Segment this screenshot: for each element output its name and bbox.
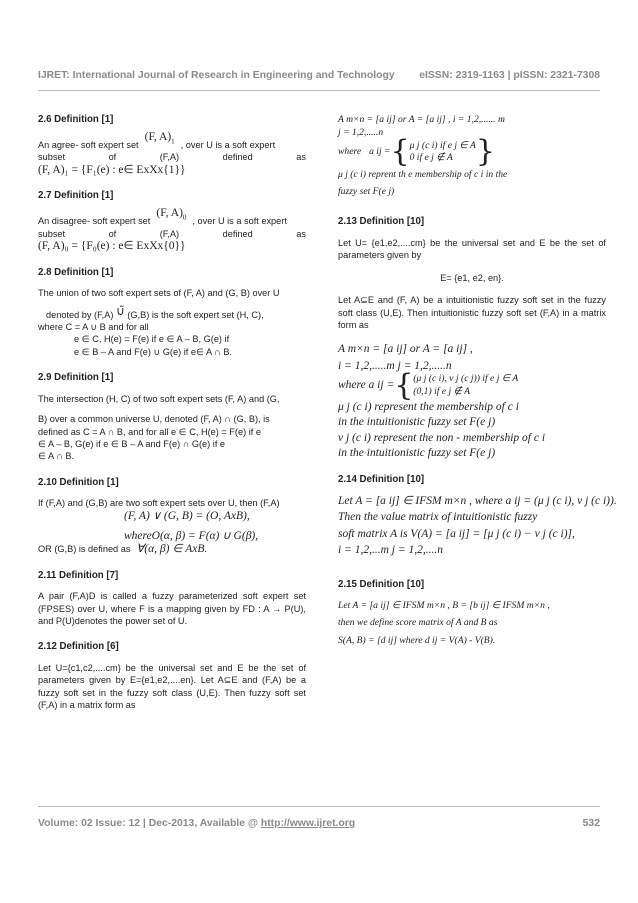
paragraph-line: B) over a common universe U, denoted (F, A) ∩ (G, B), is (38, 414, 270, 425)
equation: μ j (c i) reprent th e membership of c i in the (338, 169, 508, 181)
case-line: μ j (c i) if e j ∈ A (409, 139, 476, 151)
equation: i = 1,2,.....m j = 1,2,.....n (338, 360, 452, 372)
left-brace: { (394, 367, 414, 403)
paragraph: An agree- soft expert set (F, $A)_1$ , over U is a soft expert (38, 130, 276, 150)
union-tilde-symbol: ∪̃ (115, 303, 125, 318)
piecewise-equation: where a ij = { (μ j (c i), ν j (c j)) if e j ∈ A (0,1) if e j ∉ A (338, 367, 519, 403)
header-rule (38, 90, 600, 91)
paragraph-line: subset of (F,A) defined as (38, 228, 306, 239)
section-title: 2.12 Definition [6] (38, 641, 119, 653)
paragraph-line: where C = A ∪ B and for all (38, 322, 149, 332)
section-title: 2.11 Definition [7] (38, 569, 119, 581)
section-title: 2.15 Definition [10] (338, 578, 425, 590)
footer-volume: Volume: 02 Issue: 12 | Dec-2013, Available @ http://www.ijret.org (38, 818, 356, 829)
equation: (F, A) ∨ (G, B) = (O, AxB), (124, 509, 250, 522)
paragraph: A pair (F,A)D is called a fuzzy parameterized soft expert set (FPSES) over U, where F is a mapping given by FD : A → P(U), and P(U)denotes the power set of U. (38, 591, 306, 627)
running-footer (38, 818, 600, 829)
section-2-12 (38, 641, 306, 711)
equation: fuzzy set F(e j) (338, 185, 395, 197)
equation: whereO(α, β) = F(α) ∪ G(β), (124, 530, 259, 543)
paragraph-line: denoted by (F,A) ∪̃ (G,B) is the soft expert set (H, C), (46, 303, 264, 320)
equation: μ j (c i) represent the membership of c i (338, 400, 519, 413)
journal-link[interactable]: http://www.ijret.org (260, 818, 356, 829)
paragraph-line: e ∈ B – A and F(e) ∪ G(e) if e∈ A ∩ B. (74, 346, 233, 357)
paragraph-line: If (F,A) and (G,B) are two soft expert sets over U, then (F,A) (38, 498, 280, 509)
paragraph-line: ∈ A – B, G(e) if e ∈ B – A and F(e) ∩ G(e) if e (38, 439, 226, 450)
paragraph-line: The union of two soft expert sets of (F, A) and (G, B) over U (38, 288, 280, 299)
equation: (F, A)₁ = {F₁(e) : e∈ ExXx{1}} (38, 163, 186, 176)
paragraph-line: E= {e1, e2, en}. (440, 272, 504, 283)
section-title: 2.9 Definition [1] (38, 372, 114, 384)
paragraph: Let U={c1,c2,....cm} be the universal set and E be the set of parameters given by E={e1,e2,....en}. Let A⊆E and (F,A) be a fuzzy soft set in the fuzzy soft class (U,E). Then fuzzy soft set (F,A) in a matrix form as (38, 663, 306, 711)
paragraph-line: subset of (F,A) defined as (38, 152, 306, 163)
section-title: 2.13 Definition [10] (338, 216, 425, 228)
equation: A m×n = [a ij] or A = [a ij] , (338, 343, 473, 356)
equation: then we define score matrix of A and B as (338, 617, 498, 629)
equation: Let A = [a ij] ∈ IFSM m×n , B = [b ij] ∈ IFSM m×n , (338, 599, 550, 611)
section-title: 2.8 Definition [1] (38, 266, 114, 278)
footer-rule (38, 806, 600, 807)
piecewise-equation: where a ij = { μ j (c i) if e j ∈ A 0 if e j ∉ A } (338, 134, 495, 170)
equation: (F, A)₀ = {F₀(e) : e∈ ExXx{0}} (38, 240, 186, 252)
paragraph: Let U= {e1,e2,....cm} be the universal set and E be the set of parameters given by (338, 237, 606, 261)
section-2-8 (38, 267, 306, 359)
case-line: (0,1) if e j ∉ A (413, 385, 470, 397)
set-symbol: (F, $A)_1$ (144, 130, 175, 145)
paragraph: Let A⊆E and (F, A) be a intuitionistic fuzzy soft set in the fuzzy soft class (U,E). Then intuitionistic fuzzy soft set (F,A) in a matrix form as (338, 295, 606, 330)
case-line: (μ j (c i), ν j (c j)) if e j ∈ A (413, 373, 519, 384)
paragraph-line: e ∈ C, H(e) = F(e) if e ∈ A – B, G(e) if (74, 334, 230, 345)
section-2-7 (38, 190, 306, 252)
paragraph-line: defined as C = A ∩ B, and for all e ∈ C, H(e) = F(e) if e (38, 426, 261, 437)
section-title: 2.14 Definition [10] (338, 473, 425, 485)
page-number: 532 (582, 818, 600, 829)
section-2-14 (338, 473, 617, 557)
equation: Then the value matrix of intuitionistic fuzzy (338, 511, 538, 524)
section-2-13 (338, 216, 606, 460)
right-brace: } (475, 134, 495, 170)
equation: A m×n = [a ij] or A = [a ij] , i = 1,2,...... m (338, 114, 505, 125)
set-symbol: (F, $A)_0$ (156, 206, 187, 222)
equation: in the intuitionistic fuzzy set F(e j) (338, 447, 496, 460)
section-title: 2.7 Definition [1] (38, 190, 114, 202)
paragraph: An disagree- soft expert set (F, $A)_0$ , over U is a soft expert (38, 206, 287, 227)
matrix-definition-continued (338, 114, 606, 198)
section-2-15 (338, 579, 606, 647)
equation: Let A = [a ij] ∈ IFSM m×n , where a ij = (μ j (c i), ν j (c i)). (338, 494, 617, 507)
left-column (38, 114, 306, 726)
equation: ν j (c i) represent the non - membership of c i (338, 431, 546, 444)
section-2-9 (38, 372, 306, 463)
equation: i = 1,2,...m j = 1,2,....n (338, 544, 443, 557)
paragraph-line: ∈ A ∩ B. (38, 451, 75, 462)
paragraph-line: OR (G,B) is defined as ∀(α, β) ∈ AxB. (38, 543, 208, 556)
equation: j = 1,2,.....n (338, 126, 384, 138)
section-title: 2.6 Definition [1] (38, 114, 114, 125)
section-2-6 (38, 114, 306, 176)
running-header (38, 70, 600, 81)
right-column (338, 114, 617, 661)
case-line: 0 if e j ∉ A (409, 152, 453, 164)
equation: ∀(α, β) ∈ AxB. (136, 543, 208, 556)
issn: eISSN: 2319-1163 | pISSN: 2321-7308 (419, 70, 600, 81)
paragraph-line: The intersection (H, C) of two soft expert sets (F, A) and (G, (38, 393, 280, 404)
section-2-10 (38, 477, 306, 556)
journal-name: IJRET: International Journal of Research in Engineering and Technology (38, 70, 395, 81)
left-brace: { (390, 134, 410, 170)
section-title: 2.10 Definition [1] (38, 476, 119, 488)
equation: in the intuitionistic fuzzy set F(e j) (338, 416, 496, 429)
equation: soft matrix A is V(A) = [a ij] = [μ j (c i) − ν j (c i)], (338, 527, 575, 540)
section-2-11 (38, 570, 306, 628)
equation: S(A, B) = [d ij] where d ij = V(A) - V(B). (338, 634, 496, 646)
